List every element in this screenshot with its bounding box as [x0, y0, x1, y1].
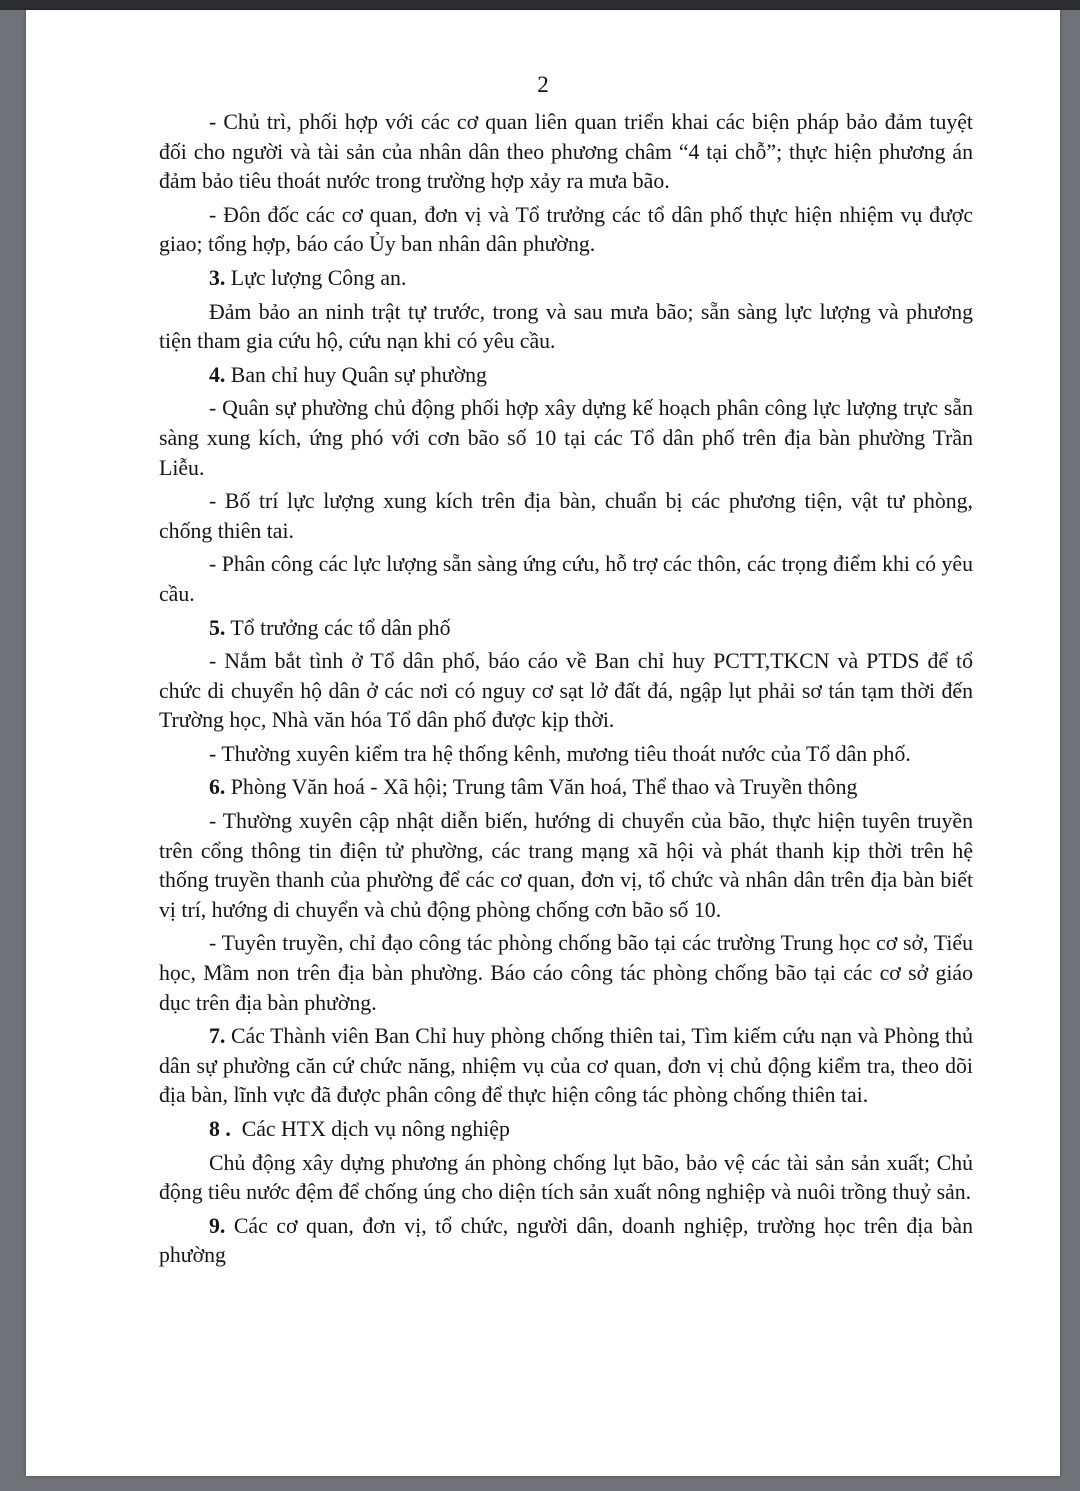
section-number: 4. — [209, 362, 226, 387]
section-number: 6. — [209, 775, 226, 800]
paragraph: - Bố trí lực lượng xung kích trên địa bàn, chuẩn bị các phương tiện, vật tư phòng, chống thiên tai. — [159, 489, 973, 543]
paragraph: - Thường xuyên cập nhật diễn biến, hướng di chuyển của bão, thực hiện tuyên truyền trên cổng thông tin điện tử phường, các trang mạng xã hội và phát thanh kịp thời trên hệ thống truyền thanh của phường để các cơ quan, đơn vị, tổ chức và nhân dân trên địa bàn biết vị trí, hướng di chuyển và chủ động phòng chống cơn bão số 10. — [159, 809, 973, 922]
paragraph: - Chủ trì, phối hợp với các cơ quan liên quan triển khai các biện pháp bảo đảm tuyệt đối cho người và tài sản của nhân dân theo phương châm “4 tại chỗ”; thực hiện phương án đảm bảo tiêu thoát nước trong trường hợp xảy ra mưa bão. — [159, 110, 973, 194]
section-heading — [159, 773, 973, 803]
section-number: 3. — [209, 265, 226, 290]
paragraph: Đảm bảo an ninh trật tự trước, trong và sau mưa bão; sẵn sàng lực lượng và phương tiện tham gia cứu hộ, cứu nạn khi có yêu cầu. — [159, 299, 973, 354]
section-number: 8 . — [209, 1117, 231, 1141]
section-heading — [159, 264, 973, 294]
section-heading — [159, 614, 973, 644]
document-page — [26, 10, 1060, 1476]
paragraph: - Phân công các lực lượng sẵn sàng ứng cứu, hỗ trợ các thôn, các trọng điểm khi có yêu cầu. — [159, 552, 973, 606]
paragraph: - Tuyên truyền, chỉ đạo công tác phòng chống bão tại các trường Trung học cơ sở, Tiểu học, Mầm non trên địa bàn phường. Báo cáo công tác phòng chống bão tại các cơ sở giáo dục trên địa bàn phường. — [159, 931, 973, 1015]
numbered-paragraph — [159, 1022, 979, 1111]
screen-top-edge — [0, 0, 1080, 10]
section-text: Các cơ quan, đơn vị, tổ chức, người dân, doanh nghiệp, trường học trên địa bàn phường — [159, 1213, 979, 1268]
paragraph: - Quân sự phường chủ động phối hợp xây dựng kế hoạch phân công lực lượng trực sẵn sàng xung kích, ứng phó với cơn bão số 10 tại các Tổ dân phố trên địa bàn phường Trần Liễu. — [159, 396, 973, 480]
section-text: Phòng Văn hoá - Xã hội; Trung tâm Văn hoá, Thể thao và Truyền thông — [225, 775, 858, 800]
paragraph: - Thường xuyên kiểm tra hệ thống kênh, mương tiêu thoát nước của Tổ dân phố. — [209, 741, 911, 766]
section-number: 5. — [209, 615, 226, 640]
paragraph: Chủ động xây dựng phương án phòng chống lụt bão, bảo vệ các tài sản sản xuất; Chủ động tiêu nước đệm để chống úng cho diện tích sản xuất nông nghiệp và nuôi trồng thuỷ sản. — [159, 1150, 973, 1205]
section-text: Ban chỉ huy Quân sự phường — [225, 362, 487, 387]
section-number: 9. — [209, 1213, 226, 1238]
document-body — [159, 108, 979, 1275]
paragraph: - Đôn đốc các cơ quan, đơn vị và Tổ trưởng các tổ dân phố thực hiện nhiệm vụ được giao; tổng hợp, báo cáo Ủy ban nhân dân phường. — [159, 202, 973, 257]
section-heading — [159, 361, 973, 391]
section-text: Lực lượng Công an. — [225, 265, 407, 290]
section-text: Tổ trưởng các tổ dân phố — [225, 615, 451, 640]
numbered-paragraph — [159, 1212, 979, 1271]
section-text: Các Thành viên Ban Chỉ huy phòng chống thiên tai, Tìm kiếm cứu nạn và Phòng thủ dân sự phường căn cứ chức năng, nhiệm vụ của cơ quan, đơn vị chủ động kiểm tra, theo dõi địa bàn, lĩnh vực đã được phân công để thực hiện công tác phòng chống thiên tai. — [159, 1024, 979, 1108]
paragraph: - Nắm bắt tình ở Tổ dân phố, báo cáo về Ban chỉ huy PCTT,TKCN và PTDS để tổ chức di chuyển hộ dân ở các nơi có nguy cơ sạt lở đất đá, ngập lụt phải sơ tán tạm thời đến Trường học, Nhà văn hóa Tổ dân phố được kịp thời. — [159, 649, 973, 733]
section-heading — [159, 1115, 973, 1145]
page-number: 2 — [537, 72, 549, 97]
section-text: Các HTX dịch vụ nông nghiệp — [230, 1117, 510, 1141]
section-number: 7. — [209, 1024, 226, 1049]
